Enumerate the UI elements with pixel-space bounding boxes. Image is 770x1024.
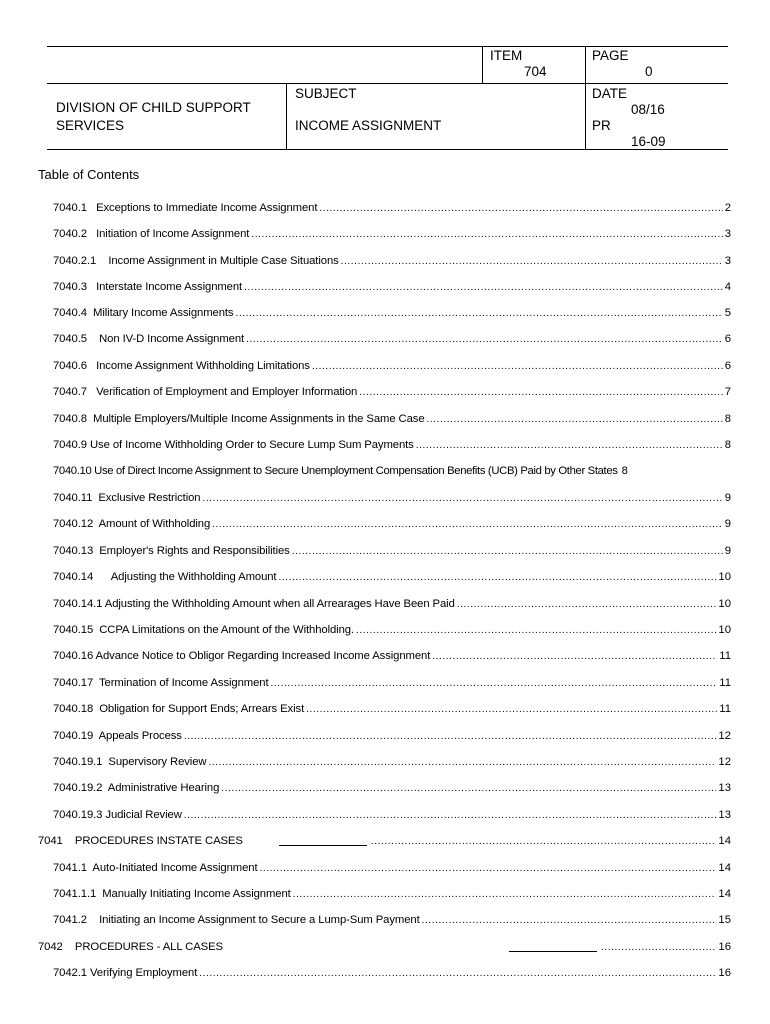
toc-entry-page: 8 bbox=[724, 413, 731, 425]
toc-entry[interactable] bbox=[53, 305, 731, 321]
toc-entry-label: 7040.12 Amount of Withholding bbox=[53, 518, 211, 530]
toc-entry-label: 7040.5 Non IV-D Income Assignment bbox=[53, 333, 245, 345]
toc-leader-dots bbox=[270, 677, 717, 691]
toc-entry-label: 7040.2.1 Income Assignment in Multiple Case Situations bbox=[53, 255, 339, 267]
toc-entry-label: 7040.9 Use of Income Withholding Order to Secure Lump Sum Payments bbox=[53, 439, 414, 451]
toc-entry-page: 16 bbox=[718, 941, 731, 953]
toc-leader-dots bbox=[601, 941, 716, 955]
toc-entry-label: 7040.4 Military Income Assignments bbox=[53, 307, 234, 319]
toc-entry[interactable] bbox=[53, 516, 731, 532]
toc-leader-dots bbox=[427, 413, 723, 427]
toc-entry[interactable] bbox=[53, 860, 731, 876]
toc-entry-page: 15 bbox=[718, 914, 731, 926]
toc-entry[interactable] bbox=[53, 490, 731, 506]
toc-leader-dots bbox=[203, 492, 723, 506]
toc-entry[interactable] bbox=[53, 675, 731, 691]
toc-entry-label: 7040.10 Use of Direct Income Assignment to Secure Unemployment Compensation Benefits (UCB) Paid by Other States bbox=[53, 465, 618, 477]
toc-leader-dots bbox=[422, 914, 717, 928]
toc-leader-dots bbox=[457, 598, 717, 612]
toc-entry-page: 9 bbox=[724, 492, 731, 504]
toc-entry[interactable] bbox=[53, 253, 731, 269]
header-top-rule bbox=[47, 46, 728, 47]
item-label: ITEM bbox=[490, 48, 523, 63]
toc-entry-page: 9 bbox=[724, 545, 731, 557]
header-bottom-rule bbox=[47, 149, 728, 150]
toc-entry-label: 7041 PROCEDURES INSTATE CASES bbox=[38, 835, 243, 847]
toc-entry-page: 13 bbox=[718, 782, 731, 794]
toc-leader-dots bbox=[319, 202, 722, 216]
toc-leader-dots bbox=[292, 545, 723, 559]
toc-entry[interactable] bbox=[53, 543, 731, 559]
toc-entry[interactable] bbox=[53, 384, 731, 400]
toc-entry-page: 6 bbox=[724, 360, 731, 372]
toc-entry-label: 7041.2 Initiating an Income Assignment to Secure a Lump-Sum Payment bbox=[53, 914, 420, 926]
toc-entry-label: 7040.6 Income Assignment Withholding Limitations bbox=[53, 360, 310, 372]
toc-leader-dots bbox=[416, 439, 723, 453]
date-value: 08/16 bbox=[631, 102, 665, 117]
pr-label: PR bbox=[592, 118, 611, 133]
toc-entry[interactable] bbox=[53, 437, 731, 453]
toc-entry[interactable] bbox=[53, 411, 731, 427]
toc-entry-page: 13 bbox=[718, 809, 731, 821]
toc-entry[interactable] bbox=[53, 463, 731, 479]
toc-leader-dots bbox=[341, 255, 723, 269]
page-value: 0 bbox=[645, 64, 653, 79]
toc-entry[interactable] bbox=[38, 833, 731, 849]
toc-entry-page: 2 bbox=[724, 202, 731, 214]
subject-value: INCOME ASSIGNMENT bbox=[295, 118, 442, 133]
toc-entry-label: 7042 PROCEDURES - ALL CASES bbox=[38, 941, 223, 953]
toc-entry[interactable] bbox=[53, 780, 731, 796]
toc-entry-label: 7040.3 Interstate Income Assignment bbox=[53, 281, 243, 293]
toc-leader-dots bbox=[212, 518, 723, 532]
toc-entry[interactable] bbox=[53, 754, 731, 770]
header-divider-subject bbox=[286, 83, 287, 149]
toc-entry-page: 10 bbox=[718, 624, 731, 636]
subject-label: SUBJECT bbox=[295, 86, 357, 101]
toc-leader-dots bbox=[359, 386, 723, 400]
toc-entry[interactable] bbox=[53, 622, 731, 638]
toc-leader-dots bbox=[432, 650, 717, 664]
toc-leader-dots bbox=[246, 333, 723, 347]
toc-leader-dots bbox=[306, 703, 717, 717]
toc-entry[interactable] bbox=[53, 912, 731, 928]
toc-leader-dots bbox=[184, 809, 717, 823]
toc-leader-dots bbox=[371, 835, 717, 849]
toc-entry-page: 3 bbox=[724, 228, 731, 240]
toc-entry-label: 7040.19.2 Administrative Hearing bbox=[53, 782, 220, 794]
toc-leader-dots bbox=[356, 624, 716, 638]
toc-entry[interactable] bbox=[38, 939, 731, 955]
toc-entry[interactable] bbox=[53, 965, 731, 981]
toc-entry-page: 7 bbox=[724, 386, 731, 398]
pr-value: 16-09 bbox=[631, 134, 666, 149]
toc-entry-label: 7040.17 Termination of Income Assignment bbox=[53, 677, 269, 689]
header-divider-item bbox=[482, 46, 483, 83]
toc-entry-page: 8 bbox=[724, 439, 731, 451]
item-value: 704 bbox=[524, 64, 547, 79]
toc-entry[interactable] bbox=[53, 200, 731, 216]
toc-entry-page: 4 bbox=[724, 281, 731, 293]
toc-entry-page: 11 bbox=[719, 650, 731, 662]
toc-entry-page: 11 bbox=[719, 703, 731, 715]
toc-entry[interactable] bbox=[53, 226, 731, 242]
toc-entry-label: 7040.8 Multiple Employers/Multiple Income Assignments in the Same Case bbox=[53, 413, 425, 425]
toc-entry-page: 14 bbox=[718, 888, 731, 900]
toc-entry-label: 7040.13 Employer's Rights and Responsibilities bbox=[53, 545, 290, 557]
toc-entry-label: 7040.2 Initiation of Income Assignment bbox=[53, 228, 250, 240]
toc-entry-label: 7042.1 Verifying Employment bbox=[53, 967, 198, 979]
toc-leader-dots bbox=[235, 307, 722, 321]
toc-entry-label: 7040.15 CCPA Limitations on the Amount of the Withholding. bbox=[53, 624, 354, 636]
toc-entry-label: 7040.18 Obligation for Support Ends; Arrears Exist bbox=[53, 703, 305, 715]
toc-entry-label: 7041.1.1 Manually Initiating Income Assignment bbox=[53, 888, 291, 900]
page-label: PAGE bbox=[592, 48, 629, 63]
toc-entry-page: 14 bbox=[718, 862, 731, 874]
toc-entry[interactable] bbox=[53, 569, 731, 585]
toc-entry-page: 5 bbox=[724, 307, 731, 319]
toc-entry[interactable] bbox=[53, 358, 731, 374]
toc-entry-page: 11 bbox=[719, 677, 731, 689]
toc-entry-label: 7040.19.1 Supervisory Review bbox=[53, 756, 207, 768]
toc-entry-label: 7040.14.1 Adjusting the Withholding Amount when all Arrearages Have Been Paid bbox=[53, 598, 455, 610]
toc-entry-label: 7040.16 Advance Notice to Obligor Regarding Increased Income Assignment bbox=[53, 650, 431, 662]
toc-entry[interactable] bbox=[53, 886, 731, 902]
toc-entry-page: 12 bbox=[718, 756, 731, 768]
toc-entry-page: 10 bbox=[718, 571, 731, 583]
toc-leader-dots bbox=[251, 228, 722, 242]
toc-entry-page: 3 bbox=[724, 255, 731, 267]
toc-entry-page: 12 bbox=[718, 730, 731, 742]
toc-entry-page: 9 bbox=[724, 518, 731, 530]
header-divider-page bbox=[585, 46, 586, 149]
toc-entry[interactable] bbox=[53, 728, 731, 744]
toc-leader-dots bbox=[244, 281, 723, 295]
toc-leader-dots bbox=[184, 730, 717, 744]
toc-leader-dots bbox=[199, 967, 716, 981]
toc-leader-dots bbox=[293, 888, 717, 902]
toc-entry[interactable] bbox=[53, 701, 731, 717]
date-label: DATE bbox=[592, 86, 628, 101]
toc-entry-label: 7040.7 Verification of Employment and Employer Information bbox=[53, 386, 358, 398]
toc-entry-page: 6 bbox=[724, 333, 731, 345]
toc-blank-rule bbox=[509, 940, 597, 952]
toc-title: Table of Contents bbox=[38, 167, 140, 182]
toc-entry-label: 7040.19 Appeals Process bbox=[53, 730, 182, 742]
toc-entry-label: 7040.19.3 Judicial Review bbox=[53, 809, 182, 821]
toc-entry[interactable] bbox=[53, 331, 731, 347]
toc-leader-dots bbox=[278, 571, 716, 585]
toc-blank-rule bbox=[279, 834, 367, 846]
toc-entry[interactable] bbox=[53, 648, 731, 664]
division-line-1: DIVISION OF CHILD SUPPORT bbox=[56, 100, 251, 115]
toc-entry-label: 7041.1 Auto-Initiated Income Assignment bbox=[53, 862, 258, 874]
toc-entry-page: 8 bbox=[621, 465, 628, 477]
toc-leader-dots bbox=[260, 862, 717, 876]
toc-entry-page: 14 bbox=[718, 835, 731, 847]
header-middle-rule bbox=[47, 83, 728, 84]
toc-entry-label: 7040.1 Exceptions to Immediate Income Assignment bbox=[53, 202, 318, 214]
toc-entry-page: 16 bbox=[718, 967, 731, 979]
toc-entry-label: 7040.11 Exclusive Restriction bbox=[53, 492, 201, 504]
toc-leader-dots bbox=[221, 782, 716, 796]
toc-entry-label: 7040.14 Adjusting the Withholding Amount bbox=[53, 571, 277, 583]
toc-leader-dots bbox=[312, 360, 723, 374]
toc-entry-page: 10 bbox=[718, 598, 731, 610]
division-line-2: SERVICES bbox=[56, 118, 125, 133]
toc-leader-dots bbox=[208, 756, 716, 770]
toc-entry[interactable] bbox=[53, 596, 731, 612]
toc-entry[interactable] bbox=[53, 807, 731, 823]
toc-entry[interactable] bbox=[53, 279, 731, 295]
